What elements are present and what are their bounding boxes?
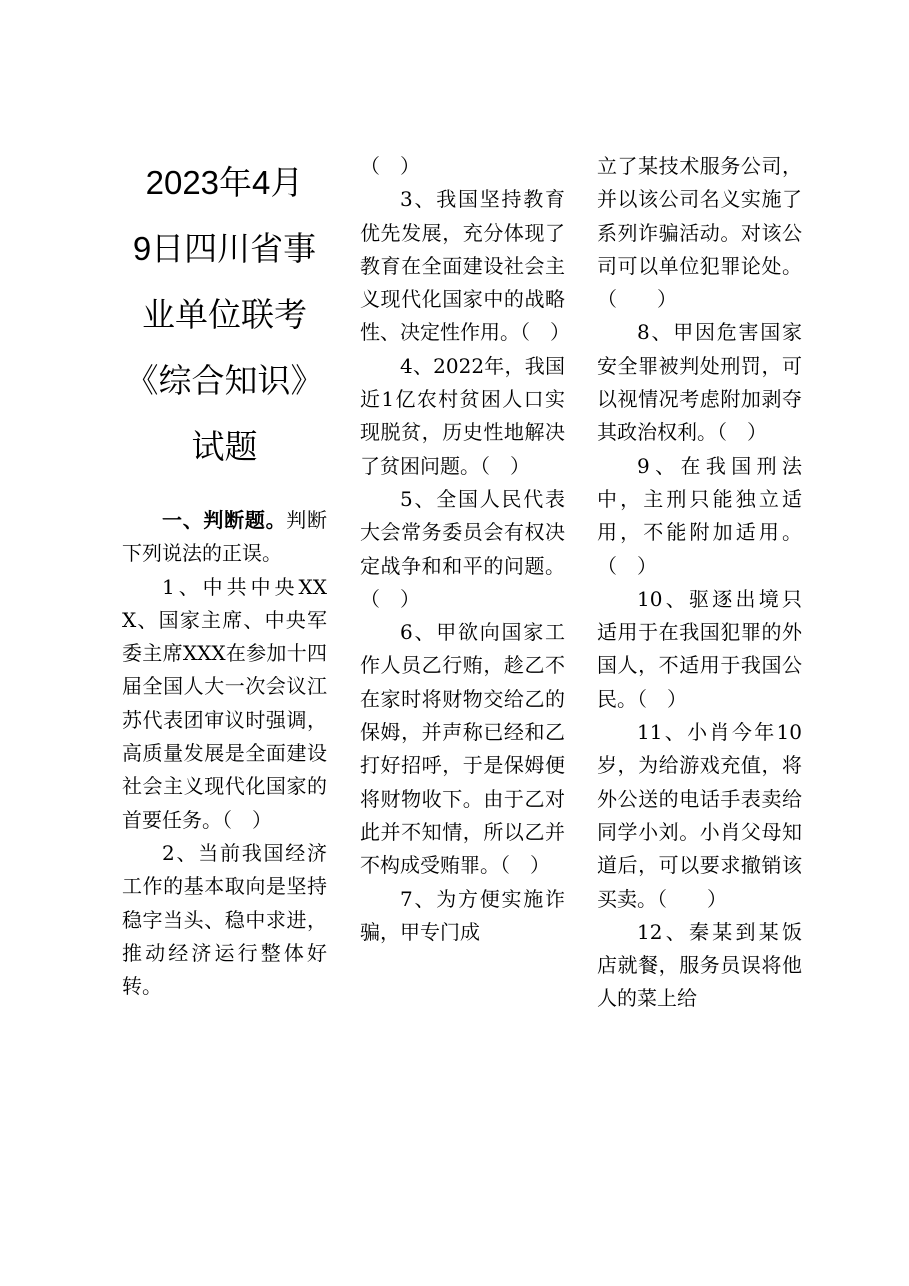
question-8: 8、甲因危害国家安全罪被判处刑罚，可以视情况考虑附加剥夺其政治权利。（ ） (597, 320, 802, 445)
question-12: 12、秦某到某饭店就餐，服务员误将他人的菜上给 (597, 919, 802, 1011)
question-5: 5、全国人民代表大会常务委员会有权决定战争和和平的问题。（ ） (360, 486, 565, 611)
question-2-continued: （ ） (360, 154, 420, 178)
section-instruction-text: 判断下列说法的正误。 (122, 508, 328, 566)
column-3 (597, 150, 802, 1016)
question-6: 6、甲欲向国家工作人员乙行贿，趁乙不在家时将财物交给乙的保姆，并声称已经和乙打好招呼，于是保姆便将财物收下。由于乙对此并不知情，所以乙并不构成受贿罪。（ ） (360, 620, 565, 878)
section-instruction (122, 504, 327, 571)
title-line: 9日四川省事 (132, 230, 317, 267)
question-9: 9、在我国刑法中，主刑只能独立适用，不能附加适用。（ ） (597, 453, 802, 578)
title-line: 业单位联考 (142, 296, 307, 333)
page-title (122, 150, 327, 480)
question-7: 7、为方便实施诈骗，甲专门成 (360, 886, 565, 944)
question-4: 4、2022年，我国近1亿农村贫困人口实现脱贫，历史性地解决了贫困问题。（ ） (360, 353, 565, 478)
question-2: 2、当前我国经济工作的基本取向是坚持稳字当头、稳中求进，推动经济运行整体好转。 (122, 840, 327, 999)
title-line: 试题 (191, 428, 258, 465)
column-2 (360, 150, 570, 949)
column-1 (122, 150, 327, 1003)
question-1: 1、中共中央XXX、国家主席、中央军委主席XXX在参加十四届全国人大一次会议江苏代表团审议时强调，高质量发展是全面建设社会主义现代化国家的首要任务。（ ） (122, 574, 327, 832)
title-line: 2023年4月 (145, 164, 304, 201)
question-11: 11、小肖今年10岁，为给游戏充值，将外公送的电话手表卖给同学小刘。小肖父母知道后，可以要求撤销该买卖。（ ） (597, 720, 802, 911)
question-3: 3、我国坚持教育优先发展，充分体现了教育在全面建设社会主义现代化国家中的战略性、决定性作用。（ ） (360, 187, 570, 345)
title-line: 《综合知识》 (125, 362, 324, 399)
question-7-continued: 立了某技术服务公司，并以该公司名义实施了系列诈骗活动。对该公司可以单位犯罪论处。（ ） (597, 154, 802, 312)
question-10: 10、驱逐出境只适用于在我国犯罪的外国人，不适用于我国公民。（ ） (597, 586, 802, 711)
section-heading: 一、判断题。 (162, 508, 287, 532)
